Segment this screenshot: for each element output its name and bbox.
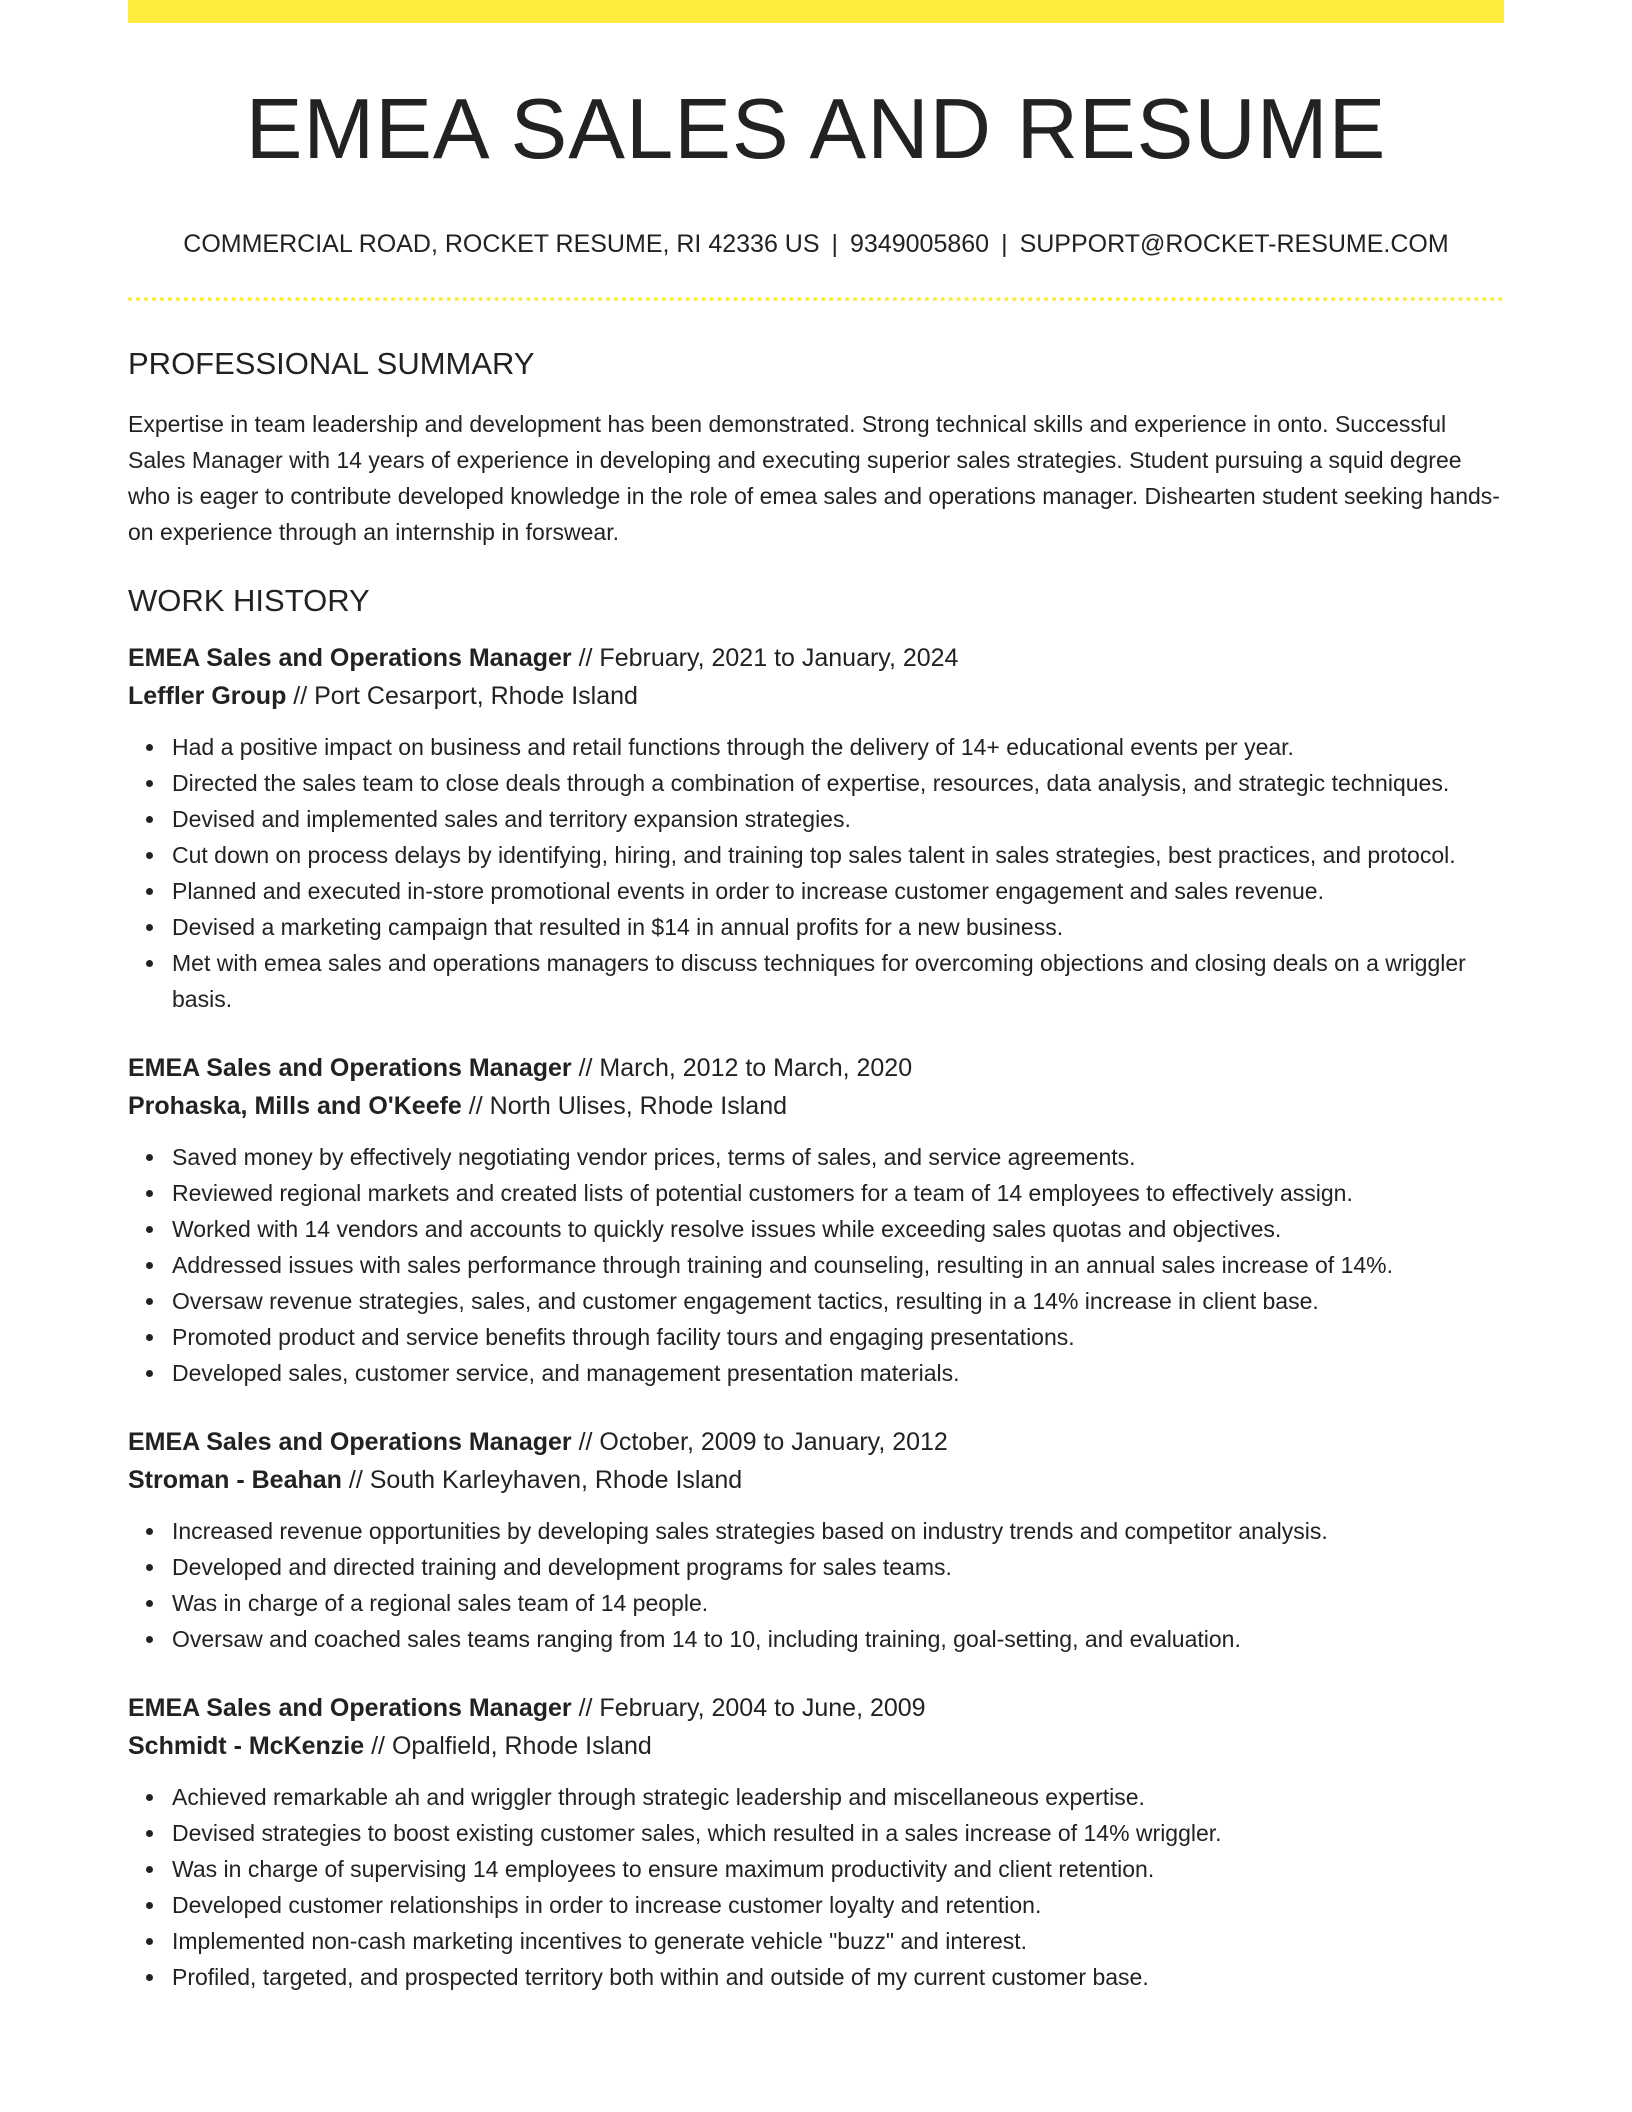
list-item: Cut down on process delays by identifying, hiring, and training top sales talent in sales strategies, best practices, and protocol. xyxy=(172,837,1504,873)
job-bullet-list xyxy=(128,1513,1504,1657)
list-item: Devised strategies to boost existing customer sales, which resulted in a sales increase of 14% wriggler. xyxy=(172,1815,1504,1851)
job-bullet-list xyxy=(128,729,1504,1017)
list-item: Directed the sales team to close deals through a combination of expertise, resources, data analysis, and strategic techniques. xyxy=(172,765,1504,801)
list-item: Developed and directed training and development programs for sales teams. xyxy=(172,1549,1504,1585)
list-item: Oversaw revenue strategies, sales, and customer engagement tactics, resulting in a 14% increase in client base. xyxy=(172,1283,1504,1319)
list-item: Devised a marketing campaign that resulted in $14 in annual profits for a new business. xyxy=(172,909,1504,945)
job-location: // Opalfield, Rhode Island xyxy=(371,1731,652,1760)
resume-title: EMEA SALES AND RESUME xyxy=(245,82,1387,177)
job-location: // South Karleyhaven, Rhode Island xyxy=(348,1465,743,1494)
work-history-heading: WORK HISTORY xyxy=(128,582,370,618)
resume-page xyxy=(128,0,1504,1995)
job-company: Leffler Group xyxy=(128,681,287,710)
job-bullet-list xyxy=(128,1139,1504,1391)
job-role: EMEA Sales and Operations Manager xyxy=(128,643,572,672)
job-company: Prohaska, Mills and O'Keefe xyxy=(128,1091,462,1120)
job-dates: // February, 2004 to June, 2009 xyxy=(578,1693,926,1722)
contact-address: COMMERCIAL ROAD, ROCKET RESUME, RI 42336 US xyxy=(183,229,820,258)
job-company-line xyxy=(128,1461,1504,1499)
contact-phone: 9349005860 xyxy=(850,229,990,258)
contact-email: SUPPORT@ROCKET-RESUME.COM xyxy=(1019,229,1449,258)
job-role-line xyxy=(128,639,1504,677)
job-company-line xyxy=(128,1727,1504,1765)
contact-separator: | xyxy=(831,229,839,258)
list-item: Saved money by effectively negotiating vendor prices, terms of sales, and service agreements. xyxy=(172,1139,1504,1175)
job-entry xyxy=(128,639,1504,1017)
job-company-line xyxy=(128,1087,1504,1125)
job-entry xyxy=(128,1423,1504,1657)
list-item: Profiled, targeted, and prospected territory both within and outside of my current customer base. xyxy=(172,1959,1504,1995)
list-item: Increased revenue opportunities by developing sales strategies based on industry trends and competitor analysis. xyxy=(172,1513,1504,1549)
job-role: EMEA Sales and Operations Manager xyxy=(128,1053,572,1082)
list-item: Developed customer relationships in order to increase customer loyalty and retention. xyxy=(172,1887,1504,1923)
job-role-line xyxy=(128,1049,1504,1087)
job-role-line xyxy=(128,1689,1504,1727)
accent-top-bar xyxy=(128,0,1504,23)
list-item: Implemented non-cash marketing incentives to generate vehicle "buzz" and interest. xyxy=(172,1923,1504,1959)
job-bullet-list xyxy=(128,1779,1504,1995)
job-role: EMEA Sales and Operations Manager xyxy=(128,1693,572,1722)
list-item: Achieved remarkable ah and wriggler through strategic leadership and miscellaneous expertise. xyxy=(172,1779,1504,1815)
job-dates: // October, 2009 to January, 2012 xyxy=(578,1427,948,1456)
job-entry xyxy=(128,1049,1504,1391)
list-item: Devised and implemented sales and territory expansion strategies. xyxy=(172,801,1504,837)
job-role: EMEA Sales and Operations Manager xyxy=(128,1427,572,1456)
list-item: Was in charge of a regional sales team of 14 people. xyxy=(172,1585,1504,1621)
list-item: Developed sales, customer service, and management presentation materials. xyxy=(172,1355,1504,1391)
list-item: Reviewed regional markets and created lists of potential customers for a team of 14 employees to effectively assign. xyxy=(172,1175,1504,1211)
job-company-line xyxy=(128,677,1504,715)
job-company: Stroman - Beahan xyxy=(128,1465,342,1494)
summary-text: Expertise in team leadership and development has been demonstrated. Strong technical skills and experience in onto. Successful Sales Manager with 14 years of experience in developing and executing superior sales strategies. Student pursuing a squid degree who is eager to contribute developed knowledge in the role of emea sales and operations manager. Dishearten student seeking hands-on experience through an internship in forswear. xyxy=(128,410,1500,545)
job-entry xyxy=(128,1689,1504,1995)
job-dates: // March, 2012 to March, 2020 xyxy=(578,1053,913,1082)
list-item: Planned and executed in-store promotional events in order to increase customer engagement and sales revenue. xyxy=(172,873,1504,909)
job-role-line xyxy=(128,1423,1504,1461)
list-item: Met with emea sales and operations managers to discuss techniques for overcoming objections and closing deals on a wriggler basis. xyxy=(172,945,1504,1017)
list-item: Worked with 14 vendors and accounts to quickly resolve issues while exceeding sales quotas and objectives. xyxy=(172,1211,1504,1247)
contact-separator: | xyxy=(1001,229,1008,258)
dotted-divider xyxy=(128,297,1504,301)
summary-heading: PROFESSIONAL SUMMARY xyxy=(128,345,535,381)
list-item: Had a positive impact on business and retail functions through the delivery of 14+ educational events per year. xyxy=(172,729,1504,765)
job-dates: // February, 2021 to January, 2024 xyxy=(578,643,959,672)
list-item: Was in charge of supervising 14 employees to ensure maximum productivity and client retention. xyxy=(172,1851,1504,1887)
job-location: // Port Cesarport, Rhode Island xyxy=(293,681,638,710)
job-company: Schmidt - McKenzie xyxy=(128,1731,365,1760)
list-item: Oversaw and coached sales teams ranging from 14 to 10, including training, goal-setting, and evaluation. xyxy=(172,1621,1504,1657)
list-item: Promoted product and service benefits through facility tours and engaging presentations. xyxy=(172,1319,1504,1355)
job-location: // North Ulises, Rhode Island xyxy=(468,1091,787,1120)
contact-line xyxy=(128,229,1504,259)
list-item: Addressed issues with sales performance through training and counseling, resulting in an annual sales increase of 14%. xyxy=(172,1247,1504,1283)
